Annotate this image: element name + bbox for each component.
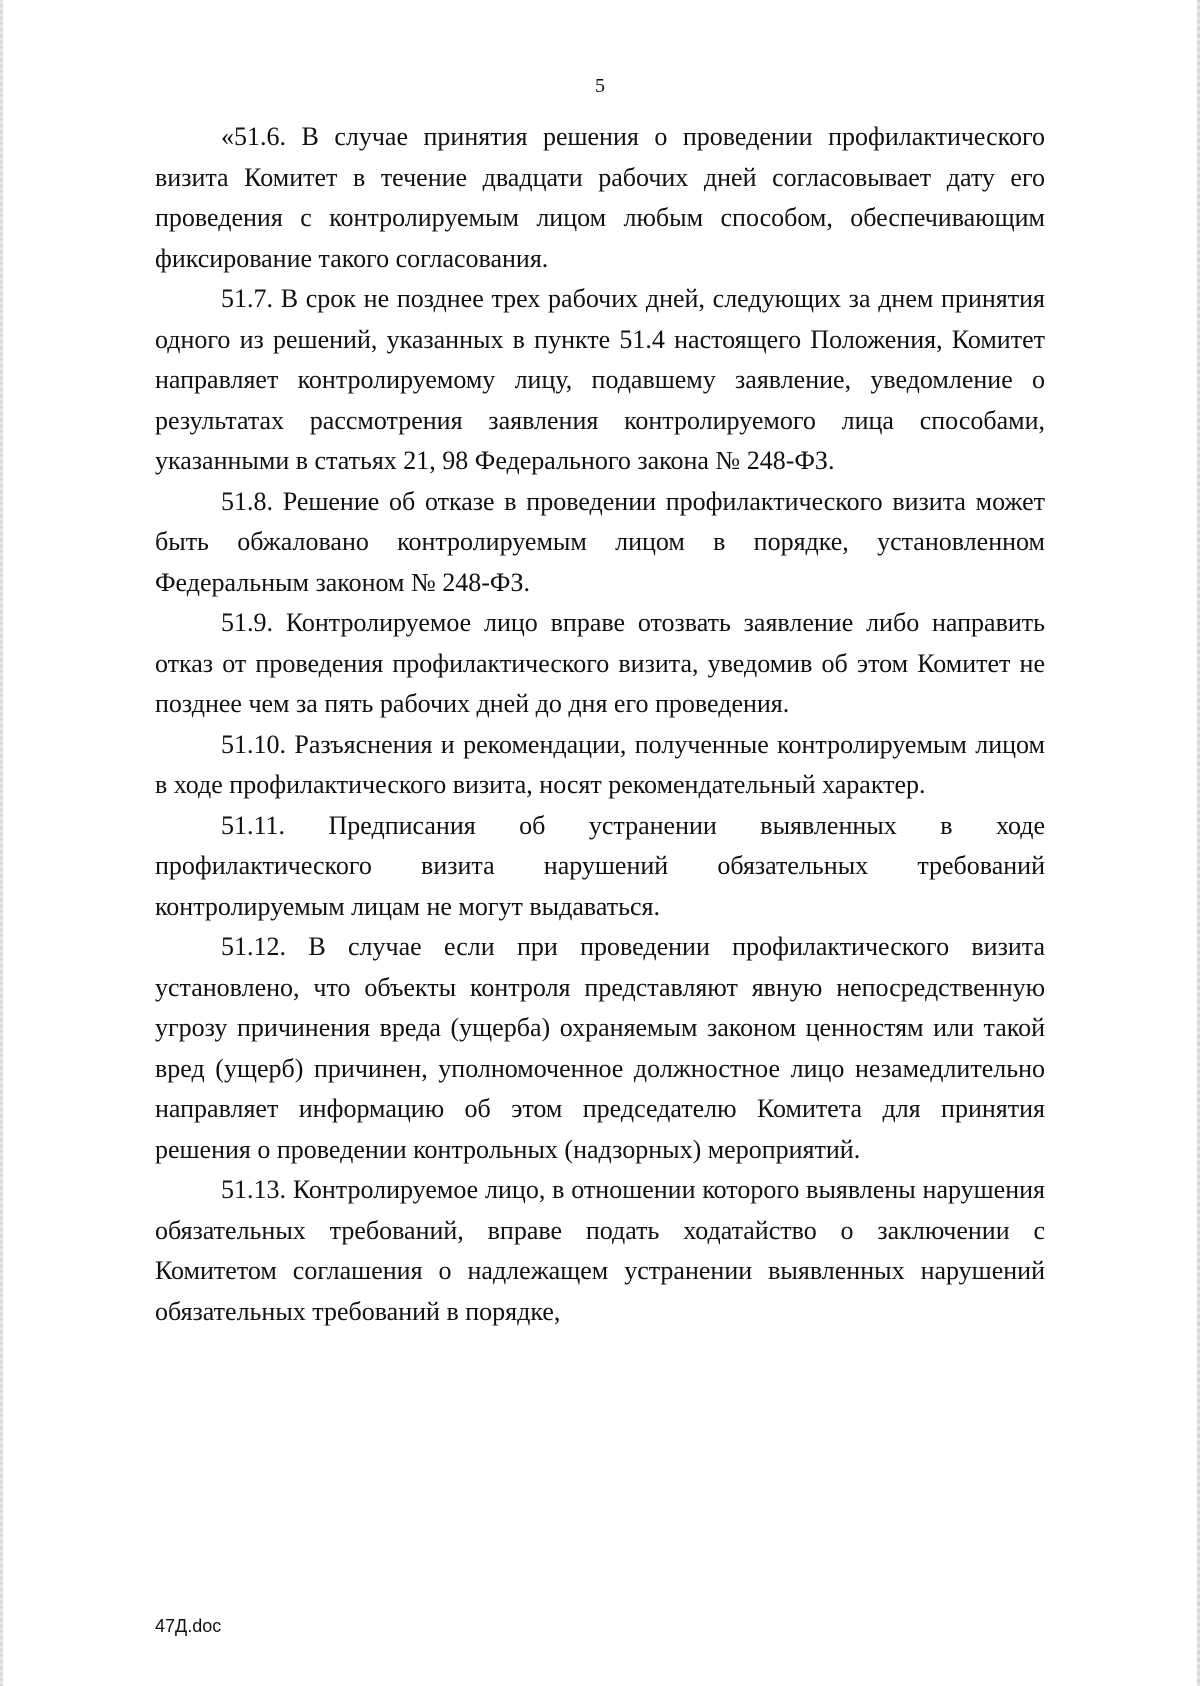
scan-edge-left (0, 0, 3, 1686)
paragraph-51-11: 51.11. Предписания об устранении выявленных в ходе профилактического визита нарушений обязательных требований контролируемым лицам не могут выдаваться. (155, 810, 1045, 921)
paragraph-51-9: 51.9. Контролируемое лицо вправе отозвать заявление либо направить отказ от проведения профилактического визита, уведомив об этом Комитет не позднее чем за пять рабочих дней до дня его проведения. (155, 608, 1045, 718)
page-number: 5 (595, 75, 605, 97)
paragraph-51-10: 51.10. Разъяснения и рекомендации, полученные контролируемым лицом в ходе профилактического визита, носят рекомендательный характер. (155, 729, 1045, 799)
paragraph-51-13: 51.13. Контролируемое лицо, в отношении которого выявлены нарушения обязательных требований, вправе подать ходатайство о заключении с Комитетом соглашения о надлежащем устранении выявленных нарушений обязательных требований в порядке, (155, 1175, 1045, 1326)
document-filename-footer: 47Д.doc (155, 1616, 222, 1636)
document-body (155, 117, 1045, 1332)
paragraph-51-12: 51.12. В случае если при проведении профилактического визита установлено, что объекты контроля представляют явную непосредственную угрозу причинения вреда (ущерба) охраняемым законом ценностям или такой вред (ущерб) причинен, уполномоченное должностное лицо незамедлительно направляет информацию об этом председателю Комитета для принятия решения о проведении контрольных (надзорных) мероприятий. (155, 932, 1045, 1164)
paragraph-51-6: «51.6. В случае принятия решения о проведении профилактического визита Комитет в течение двадцати рабочих дней согласовывает дату его проведения с контролируемым лицом любым способом, обеспечивающим фиксирование такого согласования. (155, 122, 1045, 273)
paragraph-51-7: 51.7. В срок не позднее трех рабочих дней, следующих за днем принятия одного из решений, указанных в пункте 51.4 настоящего Положения, Комитет направляет контролируемому лицу, подавшему заявление, уведомление о результатах рассмотрения заявления контролируемого лица способами, указанными в статьях 21, 98 Федерального закона № 248-ФЗ. (155, 284, 1045, 475)
paragraph-51-8: 51.8. Решение об отказе в проведении профилактического визита может быть обжаловано контролируемым лицом в порядке, установленном Федеральным законом № 248-ФЗ. (155, 486, 1045, 597)
